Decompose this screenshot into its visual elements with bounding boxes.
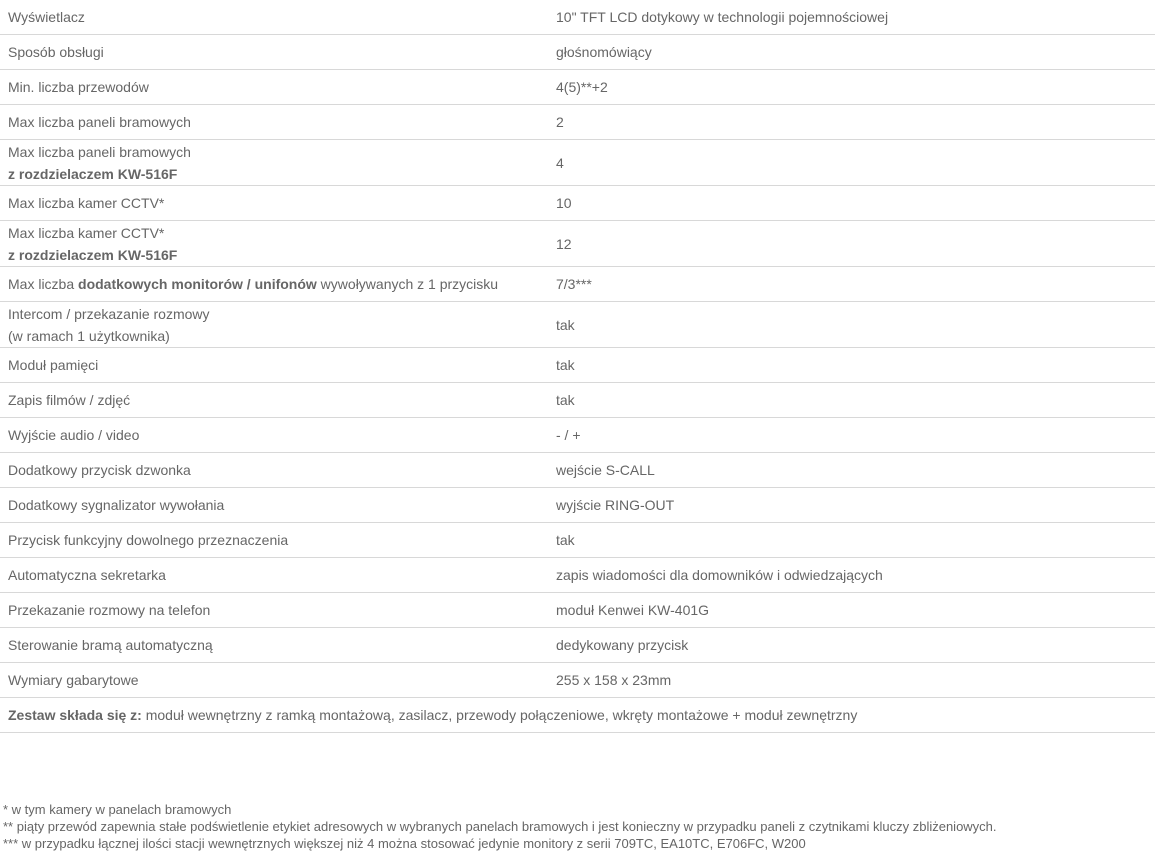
kit-contents-row bbox=[0, 698, 1155, 733]
spec-label: Automatyczna sekretarka bbox=[0, 558, 548, 593]
spec-label-line2: z rozdzielaczem KW-516F bbox=[8, 246, 178, 263]
spec-label: Przycisk funkcyjny dowolnego przeznaczenia bbox=[0, 523, 548, 558]
spec-label bbox=[0, 221, 548, 267]
spec-label-line2: (w ramach 1 użytkownika) bbox=[8, 327, 170, 344]
spec-label-pre: Max liczba bbox=[8, 276, 79, 292]
table-row bbox=[0, 383, 1155, 418]
spec-value: - / + bbox=[548, 418, 1155, 453]
spec-label: Min. liczba przewodów bbox=[0, 70, 548, 105]
spec-value: tak bbox=[548, 383, 1155, 418]
spec-label: Wymiary gabarytowe bbox=[0, 663, 548, 698]
spec-value: 4(5)**+2 bbox=[548, 70, 1155, 105]
spec-label bbox=[0, 302, 548, 348]
spec-value: tak bbox=[548, 302, 1155, 348]
spec-label-line1: Intercom / przekazanie rozmowy bbox=[8, 305, 210, 322]
footnote: *** w przypadku łącznej ilości stacji wewnętrznych większej niż 4 można stosować jedynie monitory z serii 709TC, EA10TC, E706FC, W200 bbox=[3, 836, 806, 851]
table-row bbox=[0, 267, 1155, 302]
table-row bbox=[0, 302, 1155, 348]
spec-value: 12 bbox=[548, 221, 1155, 267]
spec-label: Przekazanie rozmowy na telefon bbox=[0, 593, 548, 628]
table-row bbox=[0, 221, 1155, 267]
footnote: ** piąty przewód zapewnia stałe podświetlenie etykiet adresowych w wybranych panelach bramowych i jest konieczny w przypadku paneli z czytnikami kluczy zbliżeniowych. bbox=[3, 819, 997, 834]
kit-contents-heading: Zestaw składa się z: bbox=[8, 707, 142, 723]
table-row bbox=[0, 558, 1155, 593]
spec-label: Dodatkowy sygnalizator wywołania bbox=[0, 488, 548, 523]
table-row bbox=[0, 593, 1155, 628]
spec-label-bold: dodatkowych monitorów / unifonów bbox=[78, 276, 317, 292]
kit-contents bbox=[0, 698, 1155, 733]
table-row bbox=[0, 105, 1155, 140]
spec-value: 4 bbox=[548, 140, 1155, 186]
spec-value: 10 bbox=[548, 186, 1155, 221]
table-row bbox=[0, 140, 1155, 186]
footnote: * w tym kamery w panelach bramowych bbox=[3, 802, 232, 817]
spec-value: wejście S-CALL bbox=[548, 453, 1155, 488]
spec-value: moduł Kenwei KW-401G bbox=[548, 593, 1155, 628]
table-row bbox=[0, 0, 1155, 35]
spec-label-line2: z rozdzielaczem KW-516F bbox=[8, 165, 178, 182]
spec-value: 255 x 158 x 23mm bbox=[548, 663, 1155, 698]
table-row bbox=[0, 186, 1155, 221]
table-row bbox=[0, 628, 1155, 663]
spec-value: tak bbox=[548, 523, 1155, 558]
spec-label-line1: Max liczba paneli bramowych bbox=[8, 143, 191, 160]
spec-label: Max liczba kamer CCTV* bbox=[0, 186, 548, 221]
spec-label-post: wywoływanych z 1 przycisku bbox=[316, 276, 499, 292]
spec-value: głośnomówiący bbox=[548, 35, 1155, 70]
spec-label: Sterowanie bramą automatyczną bbox=[0, 628, 548, 663]
spec-value: 10" TFT LCD dotykowy w technologii pojemnościowej bbox=[548, 0, 1155, 35]
table-row bbox=[0, 35, 1155, 70]
spec-label: Wyświetlacz bbox=[0, 0, 548, 35]
kit-contents-text: moduł wewnętrzny z ramką montażową, zasilacz, przewody połączeniowe, wkręty montażowe + moduł zewnętrzny bbox=[141, 707, 858, 723]
table-row bbox=[0, 418, 1155, 453]
table-row bbox=[0, 348, 1155, 383]
spec-value: 7/3*** bbox=[548, 267, 1155, 302]
footnotes bbox=[3, 801, 997, 852]
table-row bbox=[0, 488, 1155, 523]
spec-value: dedykowany przycisk bbox=[548, 628, 1155, 663]
spec-label-line1: Max liczba kamer CCTV* bbox=[8, 224, 165, 241]
spec-value: zapis wiadomości dla domowników i odwiedzających bbox=[548, 558, 1155, 593]
spec-label bbox=[0, 267, 548, 302]
spec-label: Max liczba paneli bramowych bbox=[0, 105, 548, 140]
spec-label: Dodatkowy przycisk dzwonka bbox=[0, 453, 548, 488]
spec-label: Zapis filmów / zdjęć bbox=[0, 383, 548, 418]
spec-label: Moduł pamięci bbox=[0, 348, 548, 383]
spec-value: tak bbox=[548, 348, 1155, 383]
spec-value: wyjście RING-OUT bbox=[548, 488, 1155, 523]
table-row bbox=[0, 523, 1155, 558]
spec-label: Sposób obsługi bbox=[0, 35, 548, 70]
spec-label: Wyjście audio / video bbox=[0, 418, 548, 453]
table-row bbox=[0, 453, 1155, 488]
spec-label bbox=[0, 140, 548, 186]
spec-value: 2 bbox=[548, 105, 1155, 140]
table-row bbox=[0, 70, 1155, 105]
table-row bbox=[0, 663, 1155, 698]
